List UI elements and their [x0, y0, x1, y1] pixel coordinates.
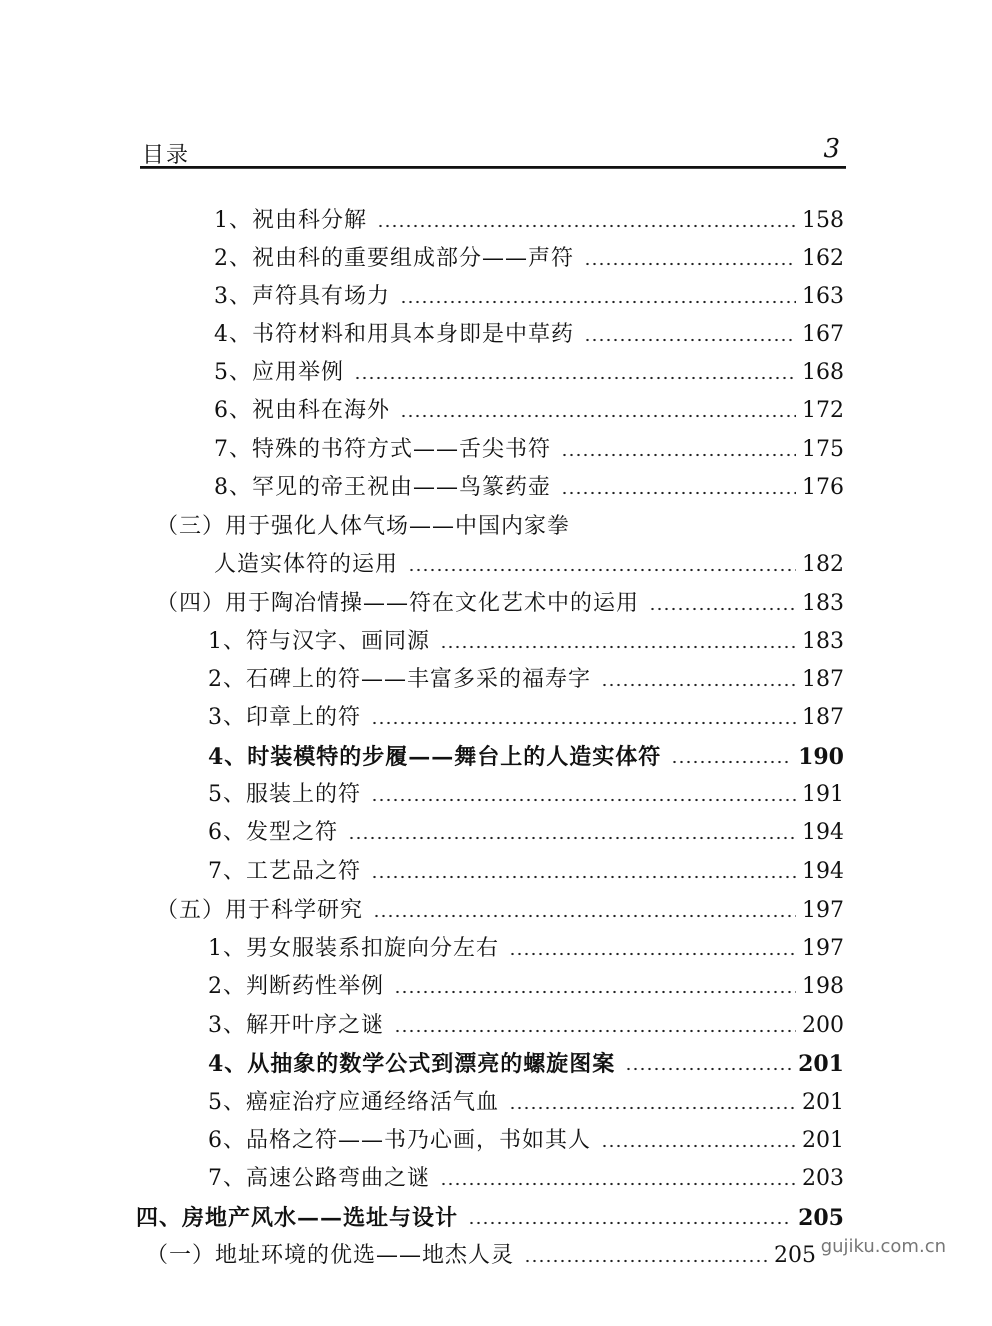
section-title: 目录 — [142, 143, 191, 168]
toc-entry-label: 6、祝由科在海外 — [214, 398, 390, 423]
leader-dots — [440, 645, 796, 649]
leader-dots — [584, 338, 796, 342]
page-header — [140, 134, 846, 170]
toc-entry — [208, 924, 844, 962]
toc-entry-page: 183 — [802, 591, 844, 616]
toc-entry — [208, 847, 844, 885]
toc-entry-label: 6、品格之符——书乃心画，书如其人 — [208, 1128, 591, 1153]
toc-entry-label: 4、时装模特的步履——舞台上的人造实体符 — [208, 744, 662, 770]
toc-entry-label: 5、癌症治疗应通经络活气血 — [208, 1090, 499, 1115]
toc-entry — [214, 348, 844, 386]
toc-entry — [208, 1154, 844, 1192]
toc-entry-label: 4、书符材料和用具本身即是中草药 — [214, 322, 574, 347]
toc-section-heading — [156, 886, 844, 924]
toc-entry-label: 1、男女服装系扣旋向分左右 — [208, 936, 499, 961]
toc-entry-page: 191 — [802, 782, 844, 807]
leader-dots — [394, 1029, 796, 1033]
toc-entry-page: 201 — [802, 1090, 844, 1115]
toc-entry — [214, 386, 844, 424]
toc-entry-page: 187 — [802, 667, 844, 692]
toc-entry — [208, 770, 844, 808]
leader-dots — [509, 952, 796, 956]
toc-entry-page: 175 — [802, 437, 844, 462]
toc-entry — [214, 272, 844, 310]
leader-dots — [400, 414, 796, 418]
toc-entry-label: 四、房地产风水——选址与设计 — [136, 1205, 459, 1231]
toc-section-heading — [146, 1231, 816, 1269]
header-rule — [140, 166, 846, 169]
toc-entry-label: 人造实体符的运用 — [214, 552, 399, 577]
leader-dots — [371, 875, 796, 879]
toc-entry-label: 1、符与汉字、画同源 — [208, 629, 430, 654]
leader-dots — [371, 798, 796, 802]
toc-entry-label: 6、发型之符 — [208, 820, 338, 845]
toc-entry-label: 4、从抽象的数学公式到漂亮的螺旋图案 — [208, 1051, 616, 1077]
toc-entry-label: 5、服装上的符 — [208, 782, 361, 807]
page-number: 3 — [823, 134, 840, 164]
toc-chapter-heading — [136, 1193, 844, 1231]
leader-dots — [440, 1182, 796, 1186]
toc-entry-page: 198 — [802, 974, 844, 999]
toc-entry-page: 172 — [802, 398, 844, 423]
leader-dots — [601, 683, 796, 687]
toc-entry-label: 3、解开叶序之谜 — [208, 1013, 384, 1038]
toc-entry-page: 197 — [802, 898, 844, 923]
toc-entry-label: （四）用于陶冶情操——符在文化艺术中的运用 — [156, 591, 640, 616]
leader-dots — [408, 568, 796, 572]
watermark: gujiku.com.cn — [820, 1236, 946, 1257]
leader-dots — [584, 262, 796, 266]
toc-entry-label: （三）用于强化人体气场——中国内家拳 — [156, 514, 571, 539]
toc-entry — [208, 808, 844, 846]
toc-entry-page: 183 — [802, 629, 844, 654]
toc-entry-label: 3、印章上的符 — [208, 705, 361, 730]
toc-entry-label: 7、高速公路弯曲之谜 — [208, 1166, 430, 1191]
toc-entry-page: 176 — [802, 475, 844, 500]
toc-entry — [208, 1078, 844, 1116]
toc-entry-label: 7、工艺品之符 — [208, 859, 361, 884]
leader-dots — [509, 1106, 796, 1110]
toc-entry-page: 194 — [802, 820, 844, 845]
leader-dots — [354, 376, 796, 380]
toc-entry-page: 187 — [802, 705, 844, 730]
toc-entry-label: 2、祝由科的重要组成部分——声符 — [214, 246, 574, 271]
toc-entry — [208, 617, 844, 655]
toc-entry-page: 205 — [798, 1205, 844, 1231]
toc-entry-label: 2、石碑上的符——丰富多采的福寿字 — [208, 667, 591, 692]
toc-entry-label: 3、声符具有场力 — [214, 284, 390, 309]
leader-dots — [601, 1144, 796, 1148]
leader-dots — [348, 836, 796, 840]
leader-dots — [394, 990, 796, 994]
toc-entry-page: 201 — [802, 1128, 844, 1153]
leader-dots — [400, 300, 796, 304]
toc-entry — [208, 962, 844, 1000]
toc-entry-page: 190 — [798, 744, 844, 770]
leader-dots — [671, 760, 792, 764]
toc-entry-page: 200 — [802, 1013, 844, 1038]
toc-entry-page: 197 — [802, 936, 844, 961]
toc-entry-page: 203 — [802, 1166, 844, 1191]
toc-entry-page: 163 — [802, 284, 844, 309]
toc-entry — [208, 693, 844, 731]
toc-entry-label: 7、特殊的书符方式——舌尖书符 — [214, 437, 551, 462]
leader-dots — [371, 721, 796, 725]
toc-entry — [214, 310, 844, 348]
toc-entry — [208, 1039, 844, 1077]
leader-dots — [561, 491, 796, 495]
toc-entry — [214, 463, 844, 501]
leader-dots — [524, 1259, 768, 1263]
leader-dots — [649, 607, 796, 611]
toc-entry — [214, 234, 844, 272]
toc-entry — [214, 425, 844, 463]
toc-entry — [208, 1116, 844, 1154]
toc-entry-page: 182 — [802, 552, 844, 577]
leader-dots — [377, 224, 796, 228]
toc-entry-page: 201 — [798, 1051, 844, 1077]
toc-entry-page: 162 — [802, 246, 844, 271]
toc-entry-page: 194 — [802, 859, 844, 884]
toc-entry — [208, 732, 844, 770]
toc-entry-page: 167 — [802, 322, 844, 347]
toc-entry — [214, 196, 844, 234]
toc-section-heading — [156, 502, 846, 540]
leader-dots — [625, 1067, 792, 1071]
toc-entry — [214, 540, 844, 578]
toc-section-heading — [156, 579, 844, 617]
toc-entry-page: 205 — [774, 1243, 816, 1268]
leader-dots — [373, 914, 796, 918]
toc-entry-label: （一）地址环境的优选——地杰人灵 — [146, 1243, 515, 1268]
toc-entry-page: 158 — [802, 208, 844, 233]
toc-entry — [208, 1001, 844, 1039]
toc-entry — [208, 655, 844, 693]
toc-entry-label: 2、判断药性举例 — [208, 974, 384, 999]
toc-entry-label: 8、罕见的帝王祝由——鸟篆药壶 — [214, 475, 551, 500]
leader-dots — [561, 453, 796, 457]
toc-entry-page: 168 — [802, 360, 844, 385]
toc-entry-label: 5、应用举例 — [214, 360, 344, 385]
toc-entry-label: 1、祝由科分解 — [214, 208, 367, 233]
toc-entry-label: （五）用于科学研究 — [156, 898, 364, 923]
leader-dots — [468, 1221, 792, 1225]
